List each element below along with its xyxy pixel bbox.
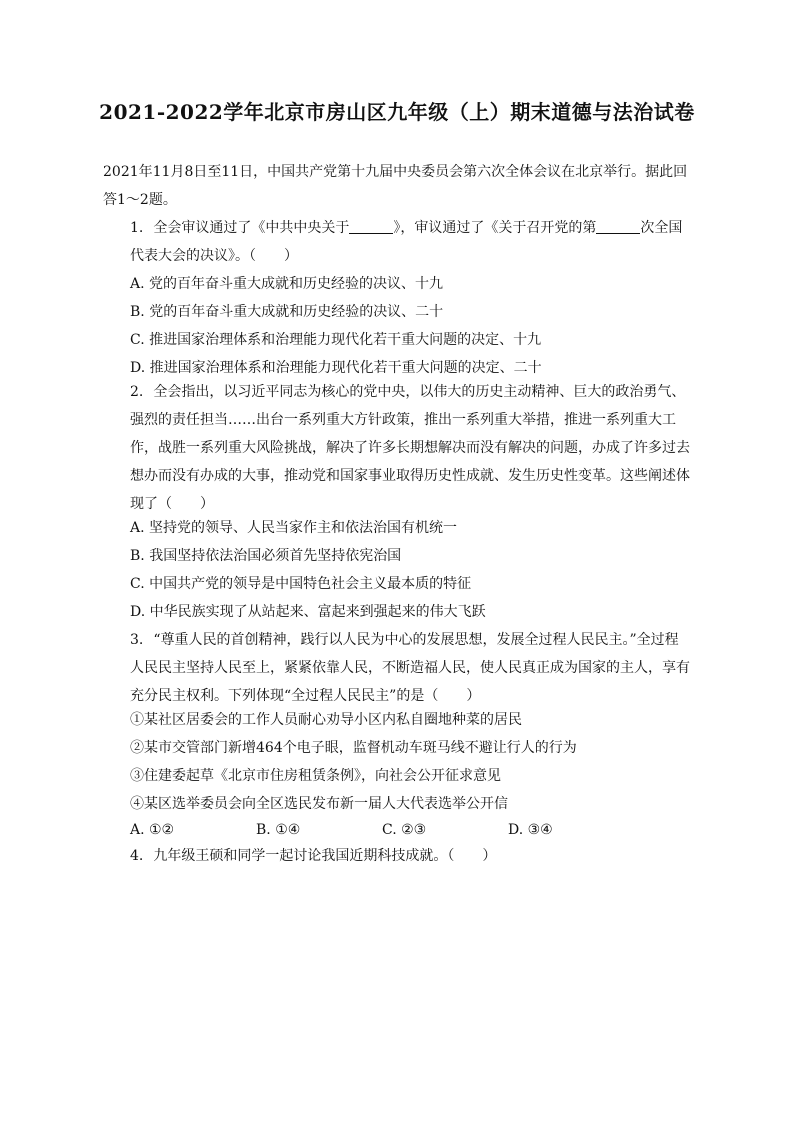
option-a: A. 坚持党的领导、人民当家作主和依法治国有机统一 xyxy=(130,520,458,536)
question-4 xyxy=(130,842,692,870)
statement-3: ③住建委起草《北京市住房租赁条例》，向社会公开征求意见 xyxy=(130,768,501,784)
statement-4: ④某区选举委员会向全区选民发布新一届人大代表选举公开信 xyxy=(130,796,508,812)
question-text: 全会指出，以习近平同志为核心的党中央，以伟大的历史主动精神、巨大的政治勇气、强烈的责任担当……出台一系列重大方针政策，推出一系列重大举措，推进一系列重大工作，战胜一系列重大风险挑战，解决了许多长期想解决而没有解决的问题，办成了许多过去想办而没有办成的大事，推动党和国家事业取得历史性成就、发生历史性变革。这些阐述体现了（ ） xyxy=(130,384,690,512)
question-number: 1. xyxy=(130,220,144,236)
question-1 xyxy=(130,214,692,270)
question-number: 4. xyxy=(130,848,144,864)
question-text: 次全国代表大会的决议》。（ ） xyxy=(130,220,683,264)
statement-2: ②某市交管部门新增464个电子眼，监督机动车斑马线不避让行人的行为 xyxy=(130,740,577,756)
option-c: C. 推进国家治理体系和治理能力现代化若干重大问题的决定、十九 xyxy=(130,332,542,348)
option-c: C. ②③ xyxy=(382,822,427,838)
question-text: 九年级王硕和同学一起讨论我国近期科技成就。（ ） xyxy=(153,848,497,864)
question-text: “尊重人民的首创精神，践行以人民为中心的发展思想，发展全过程人民民主。”全过程人民民主坚持人民至上，紧紧依靠人民，不断造福人民，使人民真正成为国家的主人，享有充分民主权利。下列体现“全过程人民民主”的是（ ） xyxy=(130,632,690,704)
option-c: C. 中国共产党的领导是中国特色社会主义最本质的特征 xyxy=(130,576,472,592)
question-2 xyxy=(130,378,692,518)
question-text: 全会审议通过了《中共中央关于 xyxy=(153,220,350,236)
page-title: 2021-2022学年北京市房山区九年级（上）期末道德与法治试卷 xyxy=(99,100,695,124)
answer-blank xyxy=(349,217,393,234)
option-d: D. ③④ xyxy=(508,822,553,838)
option-b: B. 党的百年奋斗重大成就和历史经验的决议、二十 xyxy=(130,304,444,320)
intro-paragraph: 2021年11月8日至11日，中国共产党第十九届中央委员会第六次全体会议在北京举行。据此回答1～2题。 xyxy=(103,164,688,208)
option-a: A. ①② xyxy=(130,822,175,838)
option-b: B. ①④ xyxy=(256,822,301,838)
question-text: 》，审议通过了《关于召开党的第 xyxy=(393,220,597,236)
question-number: 2. xyxy=(130,384,144,400)
statement-1: ①某社区居委会的工作人员耐心劝导小区内私自圈地种菜的居民 xyxy=(130,712,522,728)
option-d: D. 推进国家治理体系和治理能力现代化若干重大问题的决定、二十 xyxy=(130,360,542,376)
option-a: A. 党的百年奋斗重大成就和历史经验的决议、十九 xyxy=(130,276,444,292)
option-b: B. 我国坚持依法治国必须首先坚持依宪治国 xyxy=(130,548,402,564)
question-number: 3. xyxy=(130,632,144,648)
answer-blank xyxy=(596,217,640,234)
option-d: D. 中华民族实现了从站起来、富起来到强起来的伟大飞跃 xyxy=(130,604,486,620)
question-3 xyxy=(130,626,692,710)
